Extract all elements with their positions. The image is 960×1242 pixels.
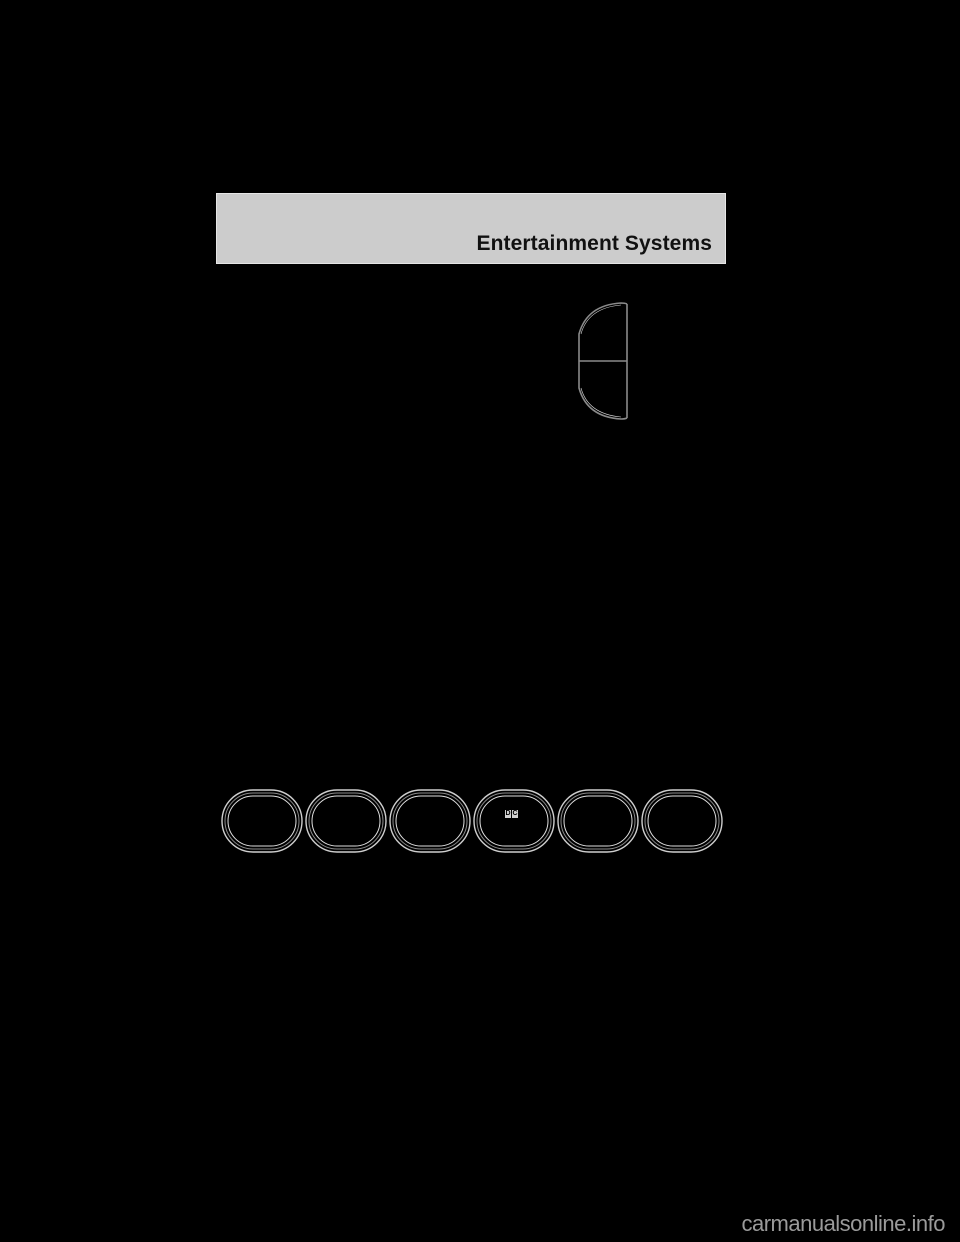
preset-4-label: [505, 810, 518, 818]
preset-button-5[interactable]: [556, 788, 640, 854]
section-header-bar: [216, 193, 726, 264]
preset-button-outline-icon: [220, 788, 304, 854]
preset-button-2[interactable]: [304, 788, 388, 854]
seek-rocker-outline-icon: [577, 302, 633, 420]
preset-button-outline-icon: [388, 788, 472, 854]
preset-4-glyph-1: D: [505, 810, 511, 817]
preset-button-4[interactable]: [472, 788, 556, 854]
preset-button-row: [220, 788, 730, 856]
preset-button-3[interactable]: [388, 788, 472, 854]
section-title: Entertainment Systems: [476, 232, 712, 255]
seek-rocker-button[interactable]: [577, 302, 633, 420]
preset-button-outline-icon: [640, 788, 724, 854]
preset-button-outline-icon: [472, 788, 556, 854]
preset-button-1[interactable]: [220, 788, 304, 854]
preset-button-outline-icon: [304, 788, 388, 854]
preset-4-glyph-2: C: [512, 810, 518, 817]
watermark-link[interactable]: carmanualsonline.info: [741, 1211, 945, 1236]
preset-button-6[interactable]: [640, 788, 724, 854]
preset-button-outline-icon: [556, 788, 640, 854]
